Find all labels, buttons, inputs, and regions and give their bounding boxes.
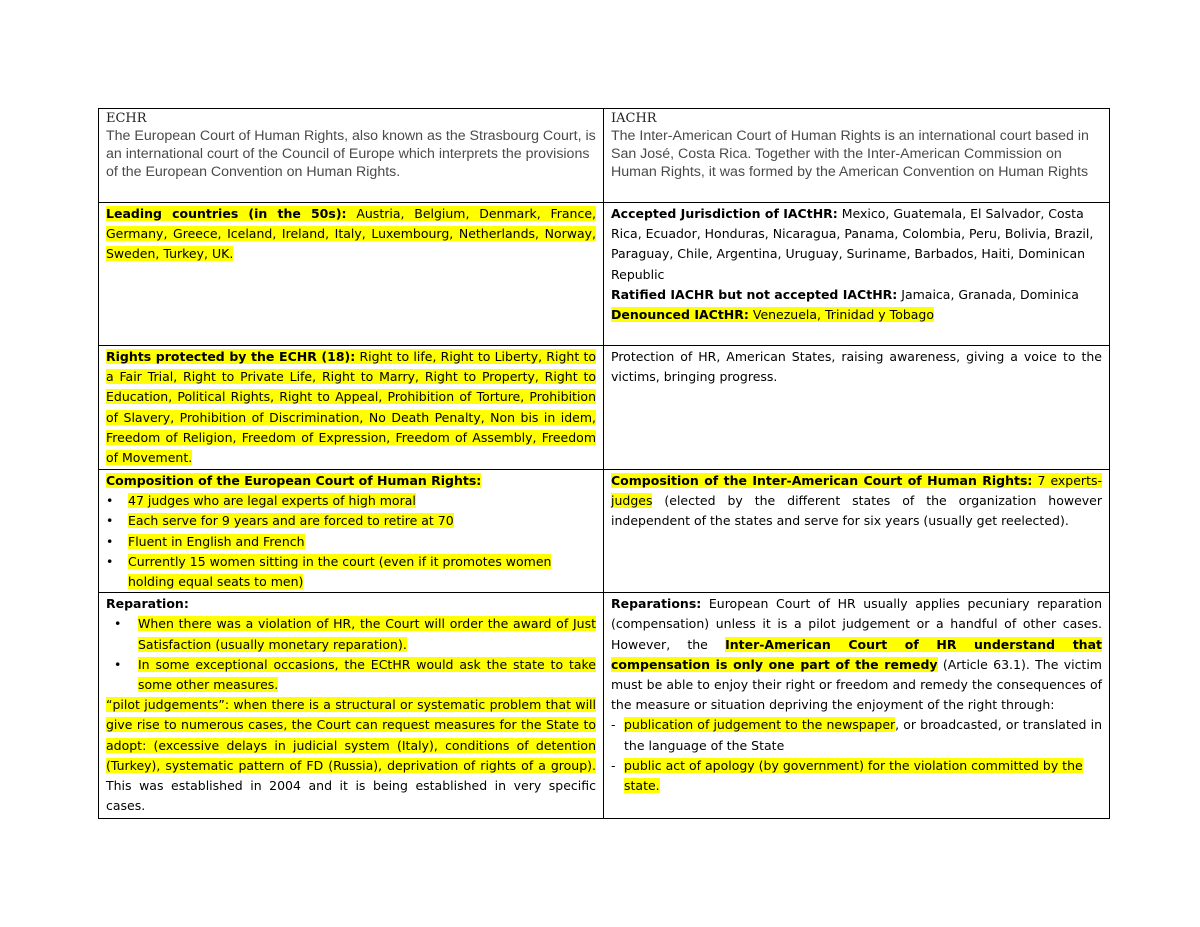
list-item: • Each serve for 9 years and are forced to retire at 70: [106, 511, 596, 531]
cell-echr-composition: [99, 470, 604, 593]
bullet-icon: •: [106, 493, 114, 509]
table-row-countries: [99, 203, 1110, 346]
list-item: • When there was a violation of HR, the Court will order the award of Just Satisfaction (usually monetary reparation).: [114, 616, 596, 652]
iachr-composition-label: Composition of the Inter-American Court of Human Rights:: [611, 473, 1033, 488]
cell-jurisdiction: [604, 203, 1110, 346]
bullet-icon: •: [106, 533, 114, 549]
table-row-intro: [99, 109, 1110, 203]
bullet-icon: •: [106, 513, 114, 529]
cell-echr-reparation: [99, 593, 604, 819]
dash-icon: -: [611, 717, 616, 733]
table-row-reparation: [99, 593, 1110, 819]
column-header-echr: ECHR: [106, 111, 147, 126]
comparison-table: [98, 108, 1110, 819]
iachr-purpose-text: Protection of HR, American States, raising awareness, giving a voice to the victims, bringing progress.: [611, 349, 1102, 385]
cell-iachr-reparation: [604, 593, 1110, 819]
iachr-judges-count: 7 experts-judges: [611, 473, 1102, 509]
ratified-not-accepted: Ratified IACHR but not accepted IACtHR: Jamaica, Granada, Dominica: [611, 286, 1079, 302]
list-item: • Currently 15 women sitting in the court (even if it promotes women holding equal seats to men): [106, 553, 552, 590]
iachr-description: The Inter-American Court of Human Rights is an international court based in San José, Costa Rica. Together with the Inter-American Commission on Human Rights, it was formed by the American Convention on Human Rights: [611, 128, 1089, 180]
list-item: • Fluent in English and French: [106, 532, 596, 552]
echr-description: The European Court of Human Rights, also known as the Strasbourg Court, is an international court of the Council of Europe which interprets the provisions of the European Convention on Human Rights.: [106, 128, 596, 180]
column-header-iachr: IACHR: [611, 111, 657, 126]
cell-echr-intro: [99, 109, 604, 203]
denounced: Denounced IACtHR: Venezuela, Trinidad y Tobago: [611, 307, 935, 323]
pilot-judgements: “pilot judgements”: when there is a structural or systematic problem that will give rise to numerous cases, the Court can request measures for the State to adopt: (excessive delays in judicial system (Italy), conditions of detention (Turkey), systematic pattern of FD (Russia), deprivation of rights of a group). This was established in 2004 and it is being established in very specific cases.: [106, 697, 596, 814]
echr-reparation-label: Reparation:: [106, 596, 189, 612]
cell-iachr-intro: [604, 109, 1110, 203]
accepted-jurisdiction: Accepted Jurisdiction of IACtHR: Mexico, Guatemala, El Salvador, Costa Rica, Ecuador, Honduras, Nicaragua, Panama, Colombia, Peru, Bolivia, Brazil, Paraguay, Chile, Argentina, Uruguay, Suriname, Barbados, Haiti, Dominican Republic: [611, 206, 1094, 282]
dash-icon: -: [611, 757, 616, 773]
cell-leading-countries: [99, 203, 604, 346]
list-item: - public act of apology (by government) for the violation committed by the state.: [611, 757, 1083, 794]
iachr-reparation-text: Reparations: European Court of HR usually applies pecuniary reparation (compensation) unless it is a pilot judgement or a handful of other cases. However, the Inter-American Court of HR understand that compensation is only one part of the remedy (Article 63.1). The victim must be able to enjoy their right or freedom and remedy the consequences of the measure or situation depriving the enjoyment of the right through:: [611, 596, 1102, 713]
bullet-icon: •: [114, 616, 122, 632]
leading-countries-text: Leading countries (in the 50s): Austria, Belgium, Denmark, France, Germany, Greece, Iceland, Ireland, Italy, Luxembourg, Netherlands, Norway, Sweden, Turkey, UK.: [106, 206, 596, 262]
table-row-composition: [99, 470, 1110, 593]
denounced-label: Denounced IACtHR:: [611, 307, 749, 323]
cell-iachr-composition: [604, 470, 1110, 593]
ratified-label: Ratified IACHR but not accepted IACtHR:: [611, 286, 898, 302]
list-item: • In some exceptional occasions, the ECtHR would ask the state to take some other measures.: [114, 656, 596, 693]
bullet-icon: •: [114, 656, 122, 672]
table-row-rights: [99, 346, 1110, 470]
rights-protected-text: Rights protected by the ECHR (18): Right to life, Right to Liberty, Right to a Fair Trial, Right to Private Life, Right to Marry, Right to Property, Right to Education, Political Rights, Right to Appeal, Prohibition of Torture, Prohibition of Slavery, Prohibition of Discrimination, No Death Penalty, Non bis in idem, Freedom of Religion, Freedom of Expression, Freedom of Assembly, Freedom of Movement.: [106, 349, 596, 466]
accepted-jurisdiction-label: Accepted Jurisdiction of IACtHR:: [611, 206, 838, 221]
list-item: • 47 judges who are legal experts of high moral: [106, 491, 596, 511]
iachr-reparation-label: Reparations:: [611, 596, 702, 612]
echr-composition-label: Composition of the European Court of Human Rights:: [106, 473, 482, 488]
cell-iachr-purpose: [604, 346, 1110, 470]
rights-protected-label: Rights protected by the ECHR (18):: [106, 349, 356, 364]
bullet-icon: •: [106, 553, 114, 569]
cell-rights-protected: [99, 346, 604, 470]
iachr-composition-text: (elected by the different states of the organization however independent of the states and serve for six years (usually get reelected).: [611, 493, 1102, 529]
list-item: - publication of judgement to the newspaper, or broadcasted, or translated in the language of the State: [611, 717, 1102, 753]
leading-countries-label: Leading countries (in the 50s):: [106, 206, 347, 221]
